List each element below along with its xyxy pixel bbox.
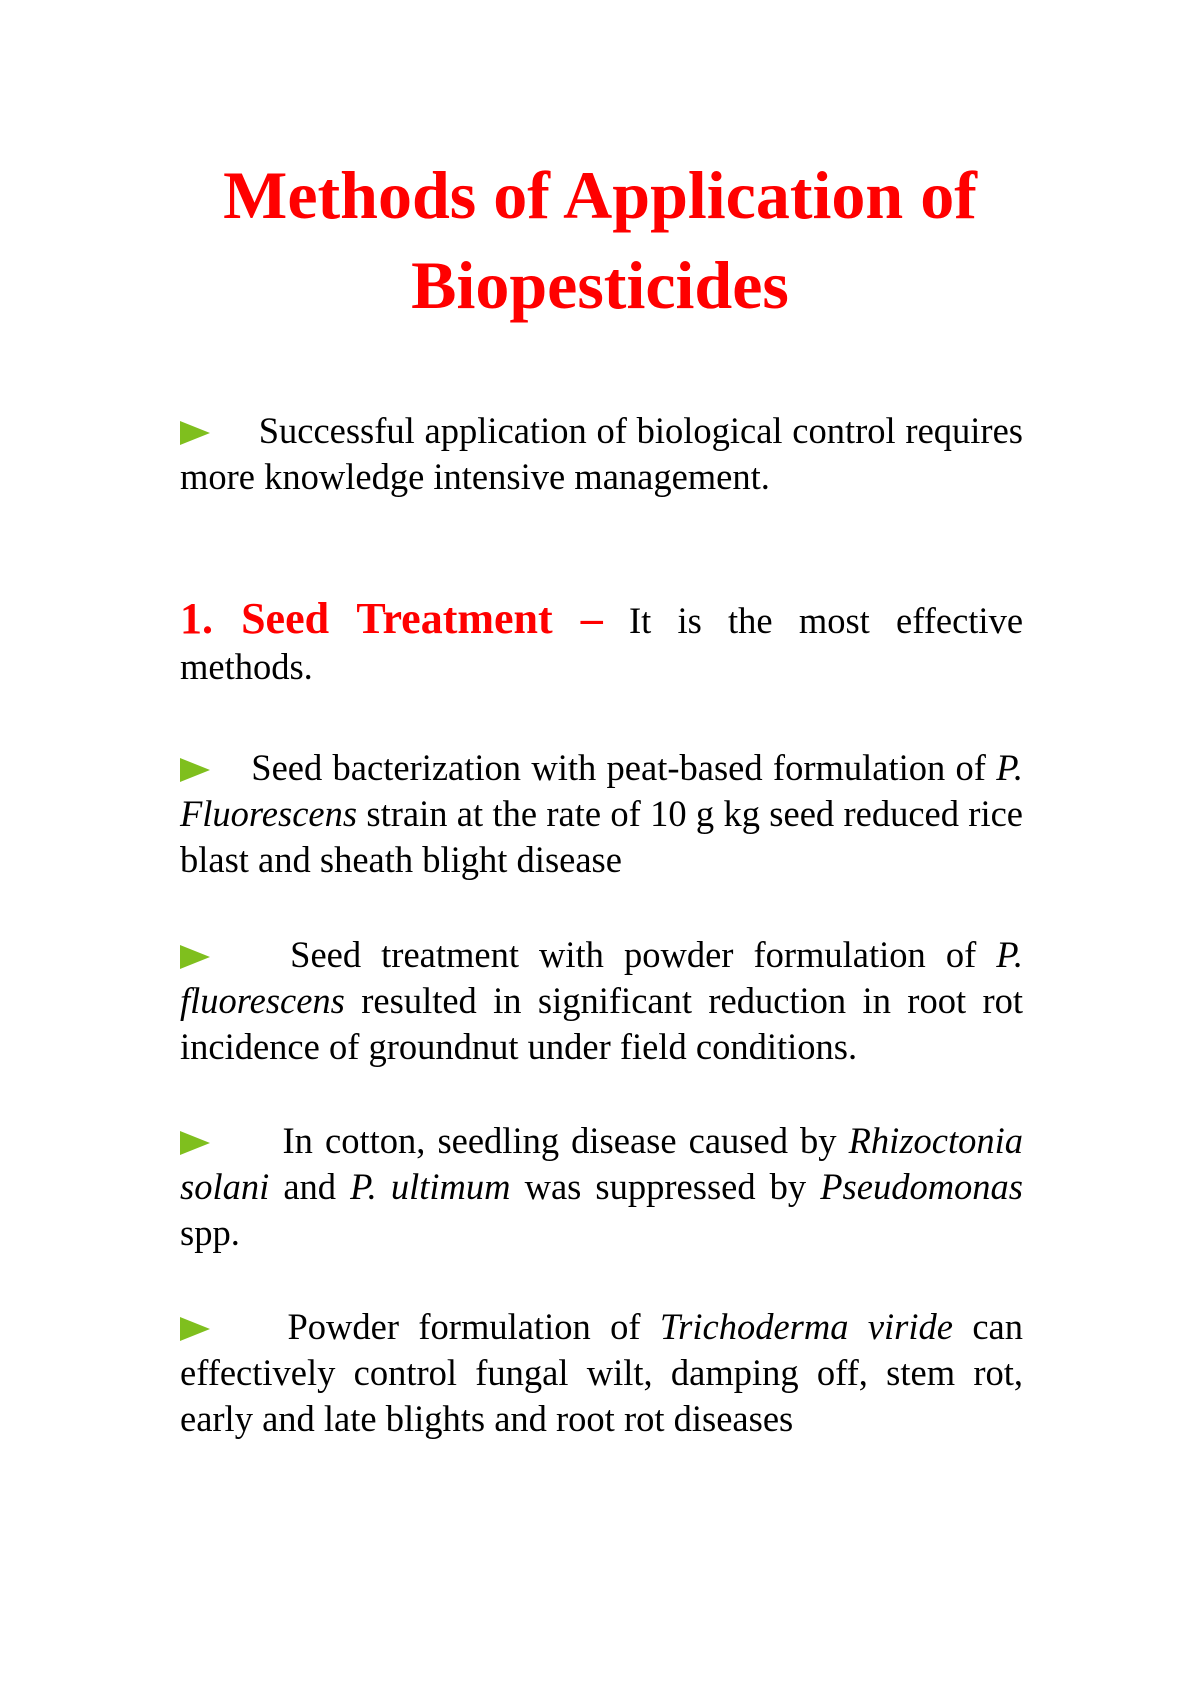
title-line-2: Biopesticides <box>411 247 789 323</box>
bullet-3-italic-1: Rhizoctonia solani <box>180 1120 1024 1207</box>
bullet-4-text: Powder formulation of <box>287 1306 660 1347</box>
section-heading: 1. Seed Treatment – <box>180 594 603 643</box>
bullet-1-text-end: strain at the rate of 10 g kg seed reduced rice blast and sheath blight disease <box>180 793 1023 880</box>
bullet-1-italic: P. Fluorescens <box>180 747 1024 834</box>
bullet-4-italic: Trichoderma viride <box>659 1306 953 1347</box>
bullet-2-text: Seed treatment with powder formulation of <box>290 934 997 975</box>
bullet-3-italic-3: Pseudomonas <box>820 1166 1024 1207</box>
bullet-3-text: In cotton, seedling disease caused by <box>282 1120 849 1161</box>
bullet-2-text-end: resulted in significant reduction in root rot incidence of groundnut under field conditions. <box>180 980 1023 1067</box>
section-seed-treatment <box>180 596 1023 690</box>
bullet-paragraph-2 <box>180 932 1023 1070</box>
bullet-3-text-4: spp. <box>180 1212 240 1253</box>
bullet-3-text-3: was suppressed by <box>510 1166 821 1207</box>
bullet-paragraph-1 <box>180 745 1023 883</box>
bullet-arrow-icon <box>180 1317 210 1341</box>
bullet-arrow-icon <box>180 758 210 782</box>
bullet-2-italic: P. fluorescens <box>180 934 1023 1021</box>
bullet-3-text-2: and <box>269 1166 351 1207</box>
page-title <box>150 150 1050 330</box>
bullet-paragraph-4 <box>180 1304 1023 1442</box>
section-text: It is the most effective methods. <box>180 600 1024 687</box>
intro-text: Successful application of biological control requires more knowledge intensive management. <box>180 410 1023 497</box>
bullet-arrow-icon <box>180 1131 210 1155</box>
bullet-arrow-icon <box>180 421 210 445</box>
bullet-1-text: Seed bacterization with peat-based formulation of <box>251 747 997 788</box>
intro-paragraph <box>180 408 1023 500</box>
bullet-arrow-icon <box>180 945 210 969</box>
bullet-3-italic-2: P. ultimum <box>350 1166 511 1207</box>
bullet-4-text-end: can effectively control fungal wilt, damping off, stem rot, early and late blights and root rot diseases <box>180 1306 1024 1439</box>
bullet-paragraph-3 <box>180 1118 1023 1256</box>
title-line-1: Methods of Application of <box>223 157 977 233</box>
